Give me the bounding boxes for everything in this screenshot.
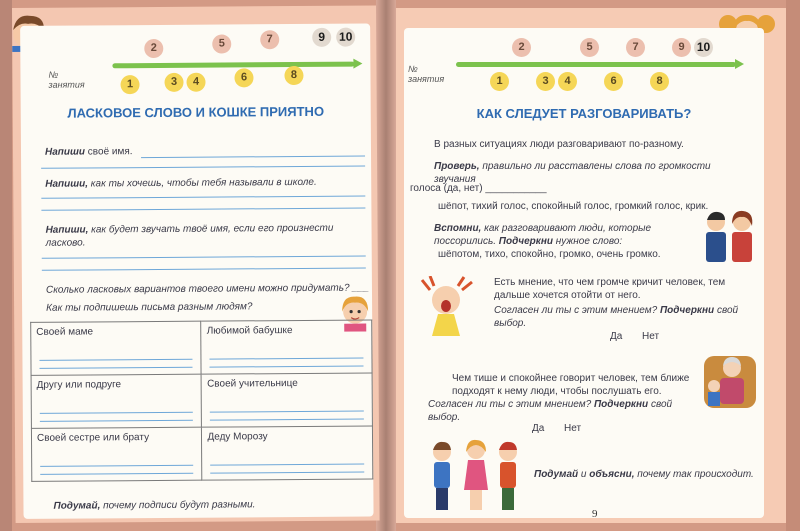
lesson-number: 10 [336, 28, 355, 47]
lesson-number: 4 [186, 73, 205, 92]
task-text: нужное слово: [552, 236, 623, 247]
lesson-number: 9 [672, 38, 691, 57]
manner-words: шёпотом, тихо, спокойно, громко, очень громко. [438, 249, 661, 260]
arguing-people-illustration [698, 208, 760, 264]
lesson-number: 6 [234, 68, 253, 87]
lesson-number: 5 [212, 34, 231, 53]
task-verb: Проверь, [434, 161, 480, 172]
answer-line [40, 465, 193, 467]
answer-line [210, 419, 364, 421]
task-verb: Подчеркни [659, 305, 715, 316]
letters-table [30, 319, 373, 481]
answer-line [41, 166, 365, 169]
agree-question-1 [494, 304, 760, 330]
answer-line [41, 208, 365, 211]
left-page [12, 5, 380, 523]
intro-text: В разных ситуациях люди разговаривают по-разному. [434, 139, 684, 150]
question-text: Согласен ли ты с этим мнением? [428, 399, 592, 410]
page-title: ЛАСКОВОЕ СЛОВО И КОШКЕ ПРИЯТНО [67, 103, 325, 121]
task-gentle-name [46, 222, 364, 250]
lesson-number: 7 [260, 30, 279, 49]
task-text: как будет звучать твоё имя, если его произнести ласково. [45, 222, 334, 249]
table-row [31, 426, 372, 481]
task-verb: Вспомни, [434, 223, 482, 234]
task-verb: Подумай [534, 469, 579, 480]
agree-question-2 [428, 398, 698, 424]
answer-line [141, 156, 365, 159]
lesson-number: 8 [650, 72, 669, 91]
progress-line [456, 62, 736, 67]
lesson-number-current: 10 [694, 38, 713, 57]
cell-label: Любимой бабушке [206, 325, 293, 337]
question-tail: свой выбор. [428, 399, 673, 423]
opinion-quiet: Чем тише и спокойнее говорит человек, тем ближе подходят к нему люди, чтобы послушать его. [452, 373, 690, 397]
table-cell[interactable] [202, 426, 373, 480]
table-cell[interactable] [31, 321, 202, 375]
progress-line [112, 62, 354, 69]
lesson-label: № занятия [48, 69, 85, 90]
footer-task [534, 468, 754, 481]
answer-line [40, 473, 193, 475]
answer-no-1[interactable]: Нет [642, 331, 660, 342]
task-verb: Напиши [44, 146, 86, 158]
left-content-panel [20, 24, 373, 519]
task-text: почему подписи будут разными. [100, 499, 256, 512]
answer-line [42, 268, 366, 271]
table-row [31, 373, 372, 428]
lesson-number: 8 [284, 66, 303, 85]
check-answer: голоса (да, нет) ___________ [410, 183, 547, 194]
table-cell[interactable] [31, 374, 202, 428]
answer-line [211, 472, 365, 474]
question-tail: свой выбор. [494, 305, 739, 329]
answer-line [210, 411, 364, 413]
table-row [31, 320, 372, 375]
task-verb: Подчеркни [498, 236, 553, 247]
question-text: Согласен ли ты с этим мнением? [494, 305, 658, 316]
page-title: КАК СЛЕДУЕТ РАЗГОВАРИВАТЬ? [476, 106, 692, 121]
answer-line [40, 412, 193, 414]
table-cell[interactable] [201, 320, 372, 374]
task-verb: объясни, [589, 469, 635, 480]
lesson-label: № занятия [408, 64, 445, 84]
task-verb: Напиши, [45, 178, 89, 190]
cell-label: Другу или подруге [36, 379, 122, 391]
task-verb: Подчеркни [593, 399, 649, 410]
task-text: своё имя. [84, 146, 133, 158]
screaming-girl-illustration [416, 276, 474, 340]
answer-yes-2[interactable]: Да [532, 423, 545, 434]
answer-line [210, 358, 364, 360]
task-text: почему так происходит. [634, 469, 754, 480]
lesson-number: 6 [604, 72, 623, 91]
task-verb: Напиши, [45, 224, 89, 236]
page-number: 9 [592, 508, 598, 520]
task-write-name [45, 145, 133, 159]
task-text: правильно ли расставлены слова по громкости звучания [434, 161, 711, 185]
opinion-loud: Есть мнение, что чем громче кричит человек, тем дальше хочется отойти от него. [494, 277, 726, 301]
lesson-number: 2 [512, 38, 531, 57]
table-cell[interactable] [201, 373, 372, 427]
answer-line [211, 464, 365, 466]
answer-no-2[interactable]: Нет [564, 423, 582, 434]
volume-words: шёпот, тихий голос, спокойный голос, громкий голос, крик. [438, 201, 709, 212]
answer-line [210, 366, 364, 368]
lesson-number: 5 [580, 38, 599, 57]
table-cell[interactable] [31, 427, 202, 481]
book-edge-right [786, 0, 800, 531]
lesson-number-line [20, 24, 371, 106]
answer-line [42, 256, 366, 259]
grandmother-reading-illustration [702, 348, 760, 410]
book-edge-left [0, 0, 12, 531]
task-text: как разговаривают люди, которые поссорились. [434, 223, 652, 247]
cell-label: Своей сестре или брату [36, 432, 150, 444]
task-text: как ты хочешь, чтобы тебя называли в школе. [87, 176, 317, 190]
lesson-number: 2 [144, 39, 163, 58]
children-illustration [426, 438, 526, 518]
lesson-number-current: 9 [312, 28, 331, 47]
task-letters: Как ты подпишешь письма разным людям? [46, 301, 253, 314]
lesson-number: 3 [164, 73, 183, 92]
task-school-name [45, 176, 317, 191]
lesson-number-line [404, 28, 764, 108]
lesson-number: 7 [626, 38, 645, 57]
task-remember [434, 222, 696, 248]
lesson-number: 4 [558, 72, 577, 91]
footer-task [53, 498, 255, 512]
answer-line [40, 367, 193, 369]
task-variants: Сколько ласковых вариантов твоего имени можно придумать? ___ [45, 282, 370, 296]
lesson-number: 1 [120, 75, 139, 94]
answer-yes-1[interactable]: Да [610, 331, 623, 342]
lesson-number: 3 [536, 72, 555, 91]
answer-line [41, 196, 365, 199]
cell-label: Деду Морозу [207, 431, 268, 443]
answer-line [39, 359, 192, 361]
task-text: и [578, 469, 590, 480]
answer-line [40, 420, 193, 422]
cell-label: Своей маме [36, 326, 94, 338]
right-page [396, 8, 786, 523]
cell-label: Своей учительнице [207, 378, 298, 390]
right-content-panel [404, 28, 764, 518]
task-verb: Подумай, [53, 500, 101, 512]
lesson-number: 1 [490, 72, 509, 91]
